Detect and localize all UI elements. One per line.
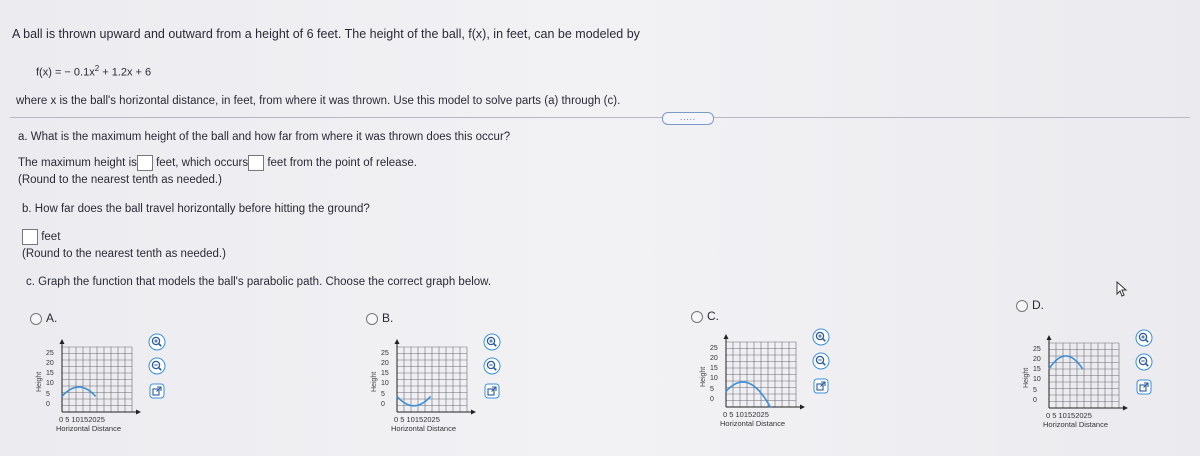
x-axis-arrow (136, 410, 141, 415)
zoom-out-icon[interactable] (483, 357, 501, 375)
part-a-answer-line (18, 155, 417, 171)
option-d-radio[interactable] (1016, 298, 1044, 312)
option-a-radio[interactable] (30, 311, 57, 325)
problem-intro: A ball is thrown upward and outward from a height of 6 feet. The height of the ball, f(x), in feet, can be modeled by (12, 27, 640, 41)
x-axis-arrow (1123, 406, 1128, 411)
expand-icon[interactable] (1136, 379, 1152, 395)
y-axis-arrow (60, 339, 65, 344)
option-b-graph (379, 339, 479, 420)
part-c-question: c. Graph the function that models the ball's parabolic path. Choose the correct graph below. (26, 276, 492, 288)
expand-icon[interactable] (484, 383, 500, 399)
x-tick-labels: 0 5 10152025 (1046, 411, 1092, 420)
y-tick-label: 15 (710, 365, 718, 373)
y-tick-label: 5 (381, 390, 385, 398)
option-label: B. (382, 311, 394, 325)
zoom-in-icon[interactable] (483, 333, 501, 351)
y-tick-label: 15 (381, 370, 389, 378)
x-axis-label: Horizontal Distance (391, 424, 457, 433)
x-axis-label: Horizontal Distance (720, 419, 786, 428)
y-tick-label: 25 (381, 350, 389, 357)
y-tick-label: 25 (710, 345, 718, 352)
y-tick-label: 5 (710, 385, 714, 393)
zoom-in-icon[interactable] (148, 333, 166, 351)
y-tick-label: 10 (46, 380, 54, 388)
y-tick-label: 25 (46, 350, 54, 357)
y-axis-label: Height (36, 371, 43, 392)
part-a-text2: feet, which occurs (156, 157, 249, 170)
parabola-curve (62, 387, 96, 396)
radio-button[interactable] (691, 311, 703, 323)
problem-where: where x is the ball's horizontal distance, in feet, from where it was thrown. Use this model to solve parts (a) through (c). (16, 95, 621, 107)
distance-input[interactable] (22, 229, 38, 245)
y-tick-label: 10 (710, 375, 718, 383)
max-height-input[interactable] (137, 155, 153, 171)
y-tick-label: 5 (1033, 386, 1037, 394)
y-axis-label: Height (1023, 367, 1030, 388)
y-tick-label: 15 (46, 370, 54, 378)
model-formula (36, 64, 151, 79)
radio-button[interactable] (30, 313, 42, 325)
radio-button[interactable] (1016, 300, 1028, 312)
more-button[interactable]: ..... (662, 112, 714, 125)
x-tick-labels: 0 5 10152025 (59, 415, 105, 424)
divider (10, 117, 1190, 118)
y-axis-label: Height (371, 371, 378, 392)
zoom-in-icon[interactable] (812, 328, 830, 346)
y-axis-arrow (395, 339, 400, 344)
part-b-answer-line (22, 229, 60, 245)
zoom-out-icon[interactable] (148, 357, 166, 375)
formula-exponent: 2 (94, 64, 100, 73)
y-tick-label: 5 (46, 390, 50, 398)
max-distance-input[interactable] (248, 155, 264, 171)
y-tick-label: 20 (710, 355, 718, 363)
part-b-unit: feet (41, 231, 61, 244)
part-a-text1: The maximum height is (18, 157, 137, 170)
cursor-icon (1116, 281, 1128, 297)
zoom-in-icon[interactable] (1135, 329, 1153, 347)
y-axis-arrow (1047, 335, 1052, 340)
y-tick-label: 0 (46, 400, 50, 408)
radio-button[interactable] (366, 313, 378, 325)
y-tick-label: 25 (1033, 346, 1041, 353)
parabola-curve (397, 396, 431, 405)
x-axis-label: Horizontal Distance (56, 424, 122, 433)
option-b-radio[interactable] (366, 311, 393, 325)
y-axis-label: Height (700, 366, 707, 387)
part-b-note: (Round to the nearest tenth as needed.) (22, 248, 226, 260)
formula-prefix: f(x) = − 0.1x (36, 66, 95, 79)
y-tick-label: 0 (1033, 396, 1037, 404)
option-a-graph (44, 339, 144, 420)
x-tick-labels: 0 5 10152025 (394, 415, 440, 424)
option-c-graph (708, 334, 808, 415)
x-tick-labels: 0 5 10152025 (723, 410, 769, 419)
y-tick-label: 10 (381, 380, 389, 388)
y-axis-arrow (724, 334, 729, 339)
zoom-out-icon[interactable] (1135, 353, 1153, 371)
part-a-text3: feet from the point of release. (267, 157, 417, 170)
option-d-graph (1031, 335, 1131, 416)
part-a-note: (Round to the nearest tenth as needed.) (18, 174, 222, 186)
formula-suffix: + 1.2x + 6 (102, 66, 152, 79)
y-tick-label: 10 (1033, 376, 1041, 384)
part-b-question: b. How far does the ball travel horizontally before hitting the ground? (22, 203, 370, 215)
y-tick-label: 15 (1033, 366, 1041, 374)
x-axis-arrow (471, 410, 476, 415)
y-tick-label: 20 (46, 360, 54, 368)
expand-icon[interactable] (149, 383, 165, 399)
part-a-question: a. What is the maximum height of the ball and how far from where it was thrown does this occur? (18, 131, 511, 143)
y-tick-label: 20 (381, 360, 389, 368)
y-tick-label: 0 (710, 395, 714, 403)
zoom-out-icon[interactable] (812, 352, 830, 370)
y-tick-label: 20 (1033, 356, 1041, 364)
y-tick-label: 0 (381, 400, 385, 408)
expand-icon[interactable] (813, 378, 829, 394)
x-axis-label: Horizontal Distance (1043, 420, 1109, 429)
option-label: C. (707, 309, 719, 323)
x-axis-arrow (800, 405, 805, 410)
option-c-radio[interactable] (691, 309, 719, 323)
option-label: A. (46, 311, 58, 325)
option-label: D. (1032, 298, 1044, 312)
